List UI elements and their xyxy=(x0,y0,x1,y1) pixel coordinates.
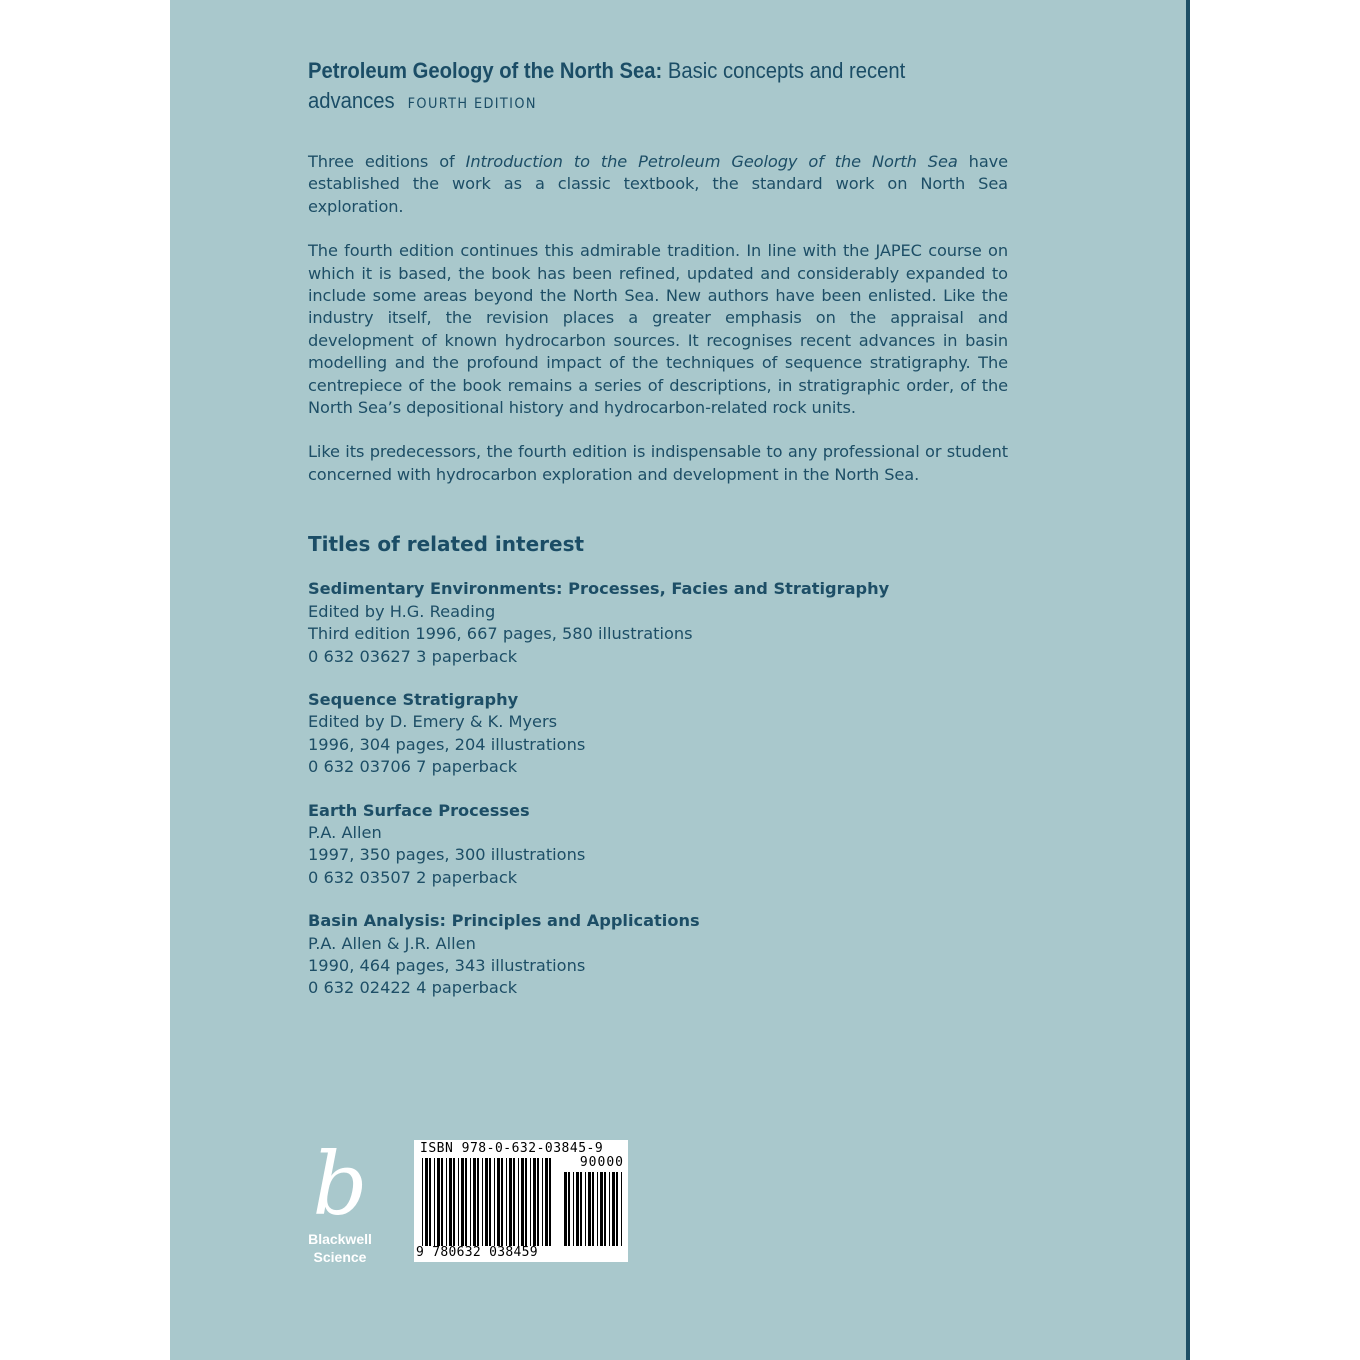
barcode-addon-number: 90000 xyxy=(579,1155,624,1170)
related-title-isbn: 0 632 03706 7 paperback xyxy=(308,757,518,777)
barcode-bar xyxy=(437,1158,440,1246)
publisher-logo-letter: b xyxy=(312,1135,368,1235)
barcode-bar xyxy=(485,1158,488,1246)
blurb-paragraph-1 xyxy=(308,151,1008,218)
barcode-bar xyxy=(458,1158,459,1246)
barcode-bar xyxy=(425,1158,428,1246)
barcode-bar xyxy=(530,1158,531,1246)
barcode-bar xyxy=(497,1158,500,1246)
book-title-subtitle: Basic concepts and recent advances xyxy=(308,58,906,113)
barcode-bar xyxy=(489,1158,491,1246)
barcode-bar xyxy=(473,1158,476,1246)
barcode-bar xyxy=(576,1172,579,1246)
spine-edge xyxy=(1186,0,1190,1360)
barcode-bar xyxy=(501,1158,503,1246)
barcode-bar xyxy=(537,1158,539,1246)
barcode-bar xyxy=(588,1172,591,1246)
blurb-paragraph-2: The fourth edition continues this admirable tradition. In line with the JAPEC course on which it is based, the book has been refined, updated and considerably expanded to include some areas beyond the North Sea. New authors have been enlisted. Like the industry itself, the revision places a greater emphasis on the appraisal and development of known hydrocarbon sources. It recognises recent advances in basin modelling and the profound impact of the techniques of sequence stratigraphy. The centrepiece of the book remains a series of descriptions, in stratigraphic order, of the North Sea’s depositional history and hydrocarbon-related rock units. xyxy=(308,241,1008,418)
isbn-barcode xyxy=(414,1140,628,1262)
barcode-bar xyxy=(429,1158,431,1246)
publisher-name-line-2: Science xyxy=(313,1249,367,1265)
blurb xyxy=(308,151,1008,486)
barcode-bar xyxy=(604,1172,606,1246)
barcode-bar xyxy=(482,1158,483,1246)
related-title-details: 1996, 304 pages, 204 illustrations xyxy=(308,734,586,754)
related-title-item xyxy=(308,800,1008,890)
blurb-p1-text-end: have established the work as a classic textbook, the standard work on North Sea exploration. xyxy=(308,152,1008,216)
barcode-bar xyxy=(422,1158,423,1246)
related-title-item xyxy=(308,910,1008,1000)
barcode-bar xyxy=(506,1158,507,1246)
barcode-bar xyxy=(518,1158,519,1246)
barcode-bar xyxy=(545,1158,548,1246)
barcode-bar xyxy=(525,1158,527,1246)
related-title-editor: P.A. Allen xyxy=(308,822,382,842)
barcode-bar xyxy=(568,1172,570,1246)
related-titles-list xyxy=(308,578,1008,1000)
blurb-p1-text: Three editions of xyxy=(308,152,466,171)
barcode-bar xyxy=(597,1172,598,1246)
barcode-bar xyxy=(449,1158,452,1246)
blurb-paragraph-3: Like its predecessors, the fourth edition is indispensable to any professional or student concerned with hydrocarbon exploration and development in the North Sea. xyxy=(308,442,1008,484)
related-title-editor: P.A. Allen & J.R. Allen xyxy=(308,933,476,953)
book-edition: FOURTH EDITION xyxy=(407,96,537,112)
related-title-editor: Edited by D. Emery & K. Myers xyxy=(308,712,558,732)
related-title-isbn: 0 632 03507 2 paperback xyxy=(308,867,518,887)
related-title-isbn: 0 632 03627 3 paperback xyxy=(308,646,518,666)
barcode-bar xyxy=(513,1158,515,1246)
barcode-bar xyxy=(453,1158,455,1246)
related-title-name: Sedimentary Environments: Processes, Facies and Stratigraphy xyxy=(308,579,890,599)
related-title-details: 1990, 464 pages, 343 illustrations xyxy=(308,955,586,975)
barcode-bar xyxy=(521,1158,524,1246)
barcode-bar xyxy=(609,1172,610,1246)
related-title-editor: Edited by H.G. Reading xyxy=(308,601,496,621)
barcode-bar xyxy=(573,1172,574,1246)
book-title-main: Petroleum Geology of the North Sea: xyxy=(308,58,663,83)
publisher-name-line-1: Blackwell xyxy=(308,1231,372,1247)
barcode-isbn-label: ISBN 978-0-632-03845-9 xyxy=(420,1141,604,1156)
barcode-bar xyxy=(580,1172,582,1246)
book-title xyxy=(308,56,952,119)
related-titles-heading: Titles of related interest xyxy=(308,532,585,557)
barcode-bar xyxy=(585,1172,586,1246)
barcode-bar xyxy=(592,1172,594,1246)
barcode-digits: 9 780632 038459 xyxy=(416,1245,538,1260)
barcode-bar xyxy=(465,1158,467,1246)
related-title-details: 1997, 350 pages, 300 illustrations xyxy=(308,845,586,865)
barcode-bar xyxy=(434,1158,435,1246)
related-title-item xyxy=(308,689,1008,779)
barcode-bar xyxy=(441,1158,443,1246)
barcode-bar xyxy=(621,1172,622,1246)
publisher-logo xyxy=(304,1135,376,1270)
barcode-bar xyxy=(612,1172,615,1246)
barcode-bar xyxy=(533,1158,536,1246)
cover-content xyxy=(308,56,1008,1021)
barcode-bar xyxy=(494,1158,495,1246)
barcode-bar xyxy=(549,1158,551,1246)
related-title-details: Third edition 1996, 667 pages, 580 illustrations xyxy=(308,624,693,644)
related-title-name: Basin Analysis: Principles and Applications xyxy=(308,911,700,931)
barcode-bar xyxy=(564,1172,567,1246)
barcode-bar xyxy=(542,1158,543,1246)
barcode-bar xyxy=(477,1158,479,1246)
barcode-bar xyxy=(509,1158,512,1246)
barcode-bar xyxy=(600,1172,603,1246)
blurb-p1-italic-title: Introduction to the Petroleum Geology of the North Sea xyxy=(465,152,958,171)
barcode-bar xyxy=(470,1158,471,1246)
related-title-isbn: 0 632 02422 4 paperback xyxy=(308,978,518,998)
related-title-name: Sequence Stratigraphy xyxy=(308,689,519,709)
barcode-bar xyxy=(461,1158,464,1246)
barcode-bar xyxy=(616,1172,618,1246)
barcode-bar xyxy=(446,1158,447,1246)
related-title-name: Earth Surface Processes xyxy=(308,800,530,820)
related-title-item xyxy=(308,578,1008,668)
